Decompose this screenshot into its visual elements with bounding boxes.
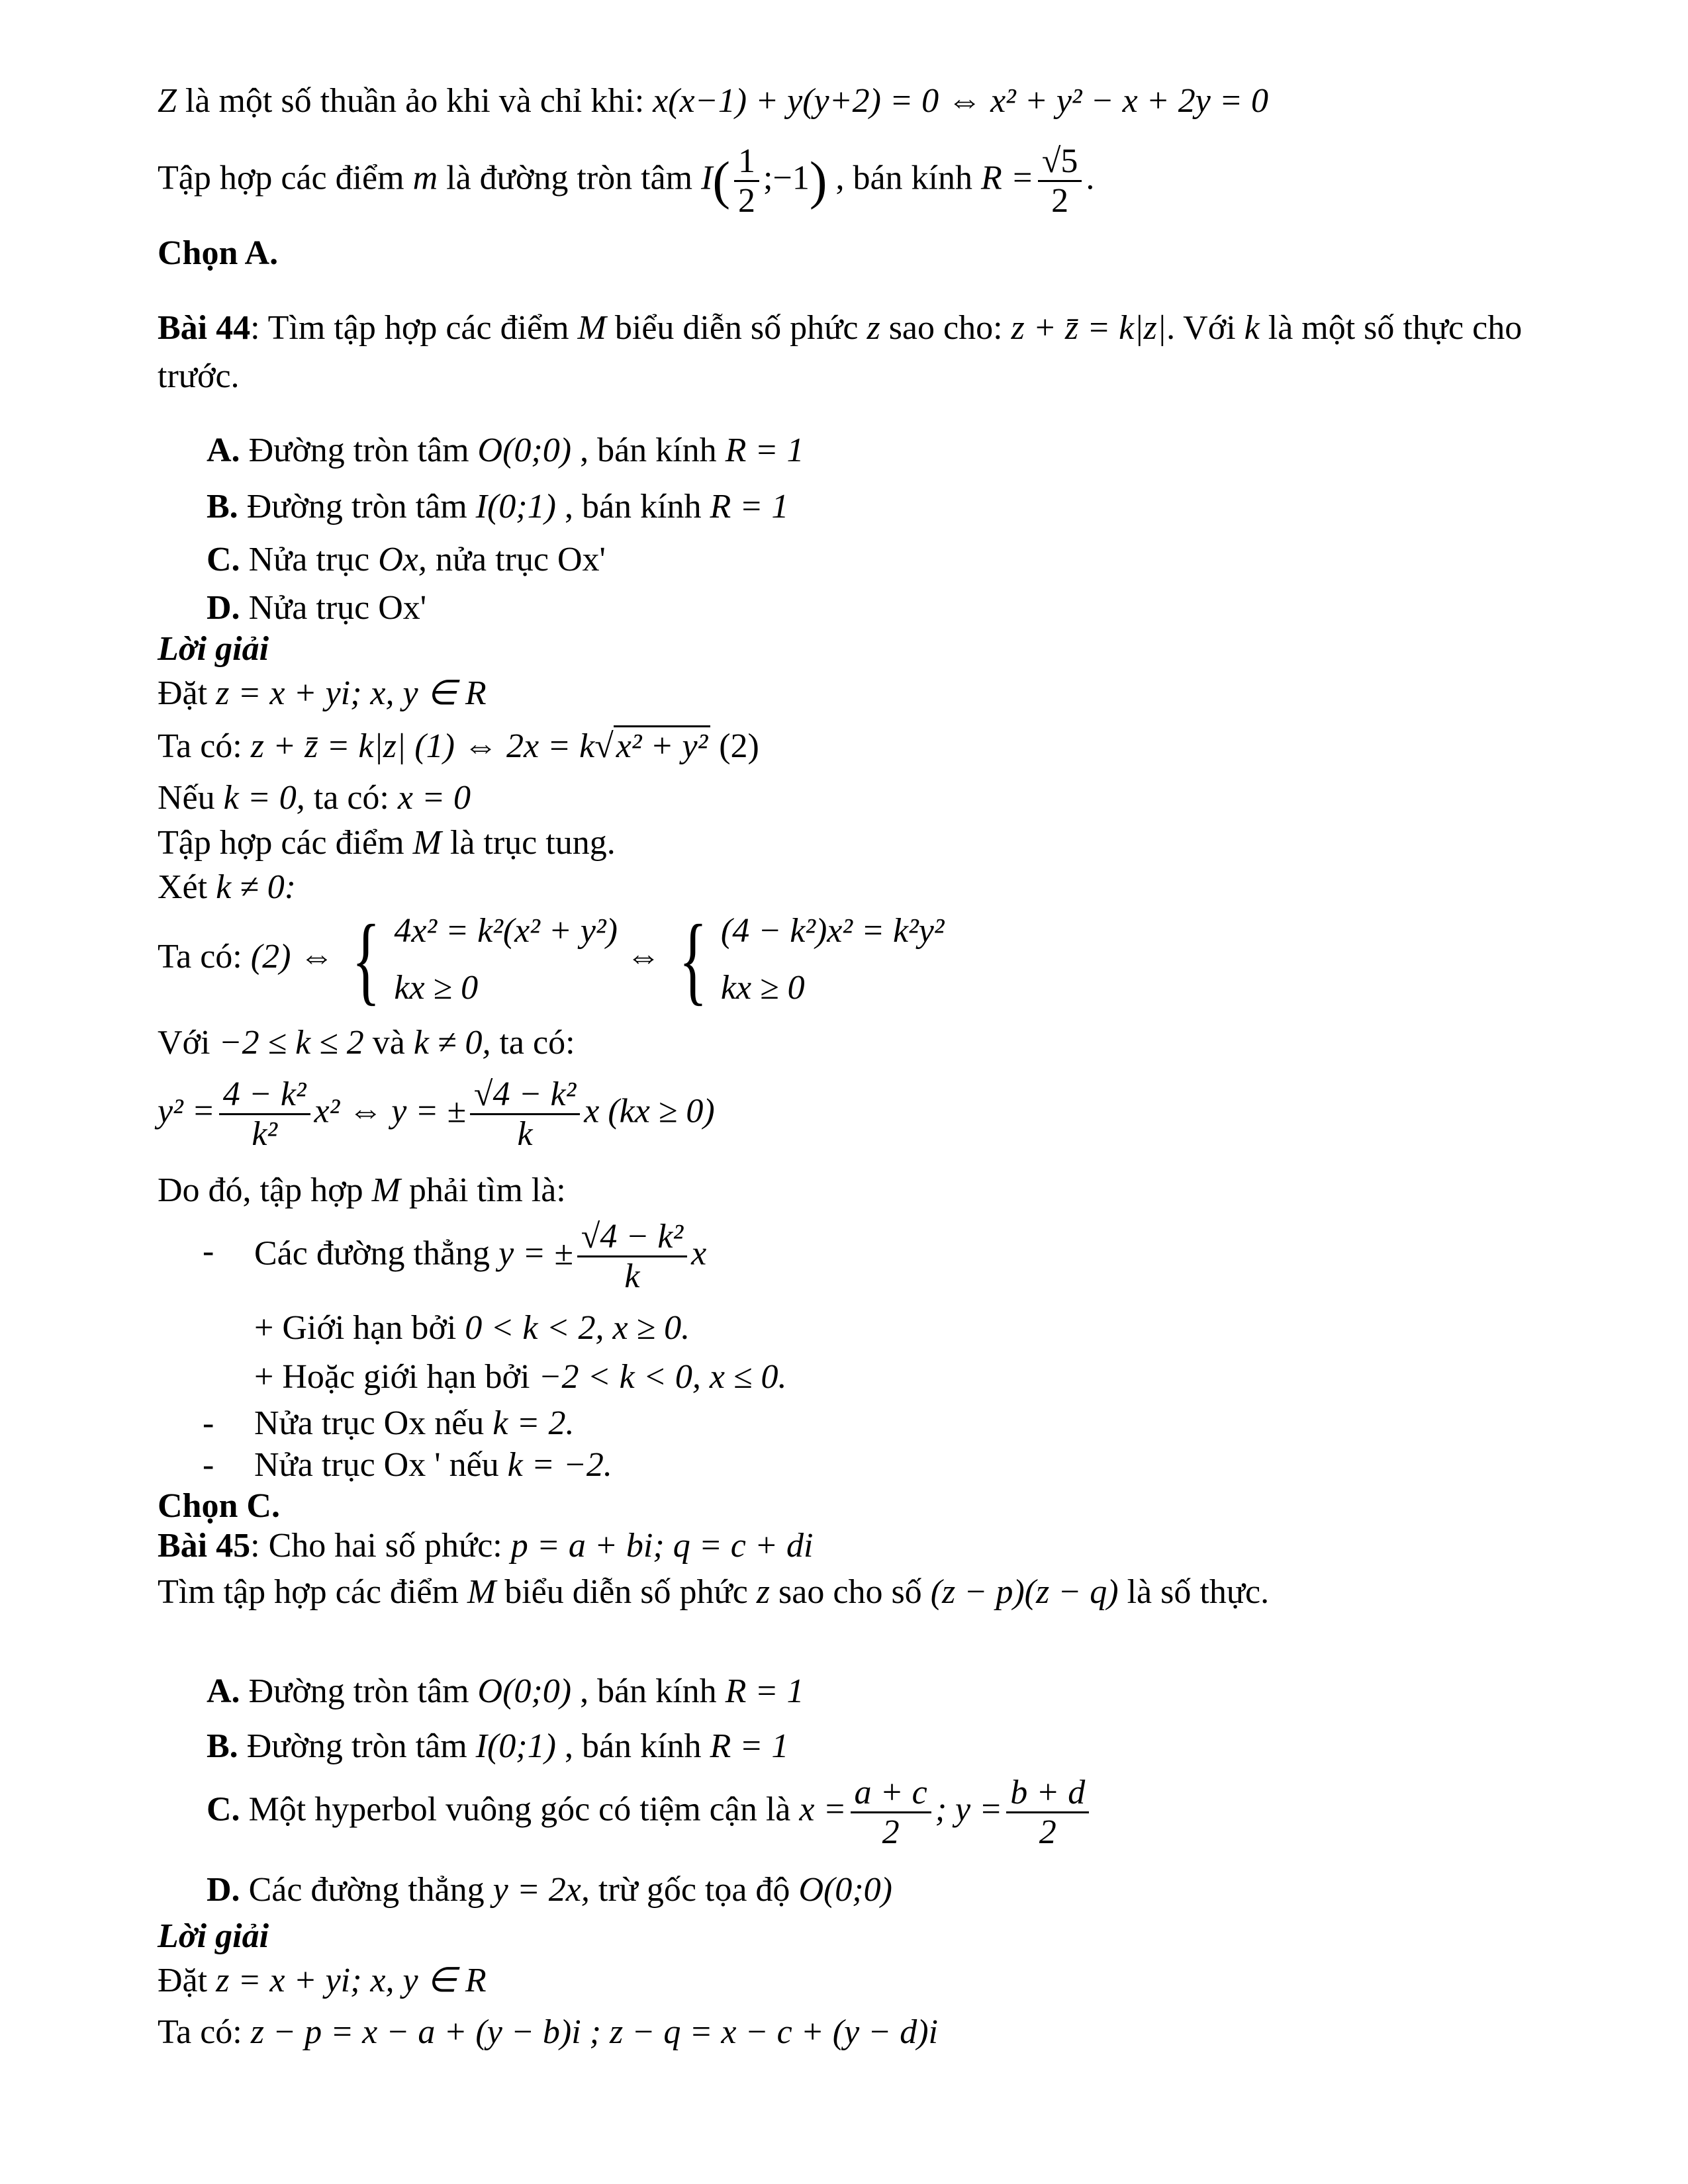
den: 2 [1051,182,1069,220]
fraction [470,1075,580,1153]
math: y = ± [498,1234,573,1273]
text: là đường tròn tâm [438,159,702,197]
option-b [207,1726,788,1767]
text: Đường tròn tâm [238,1727,476,1765]
text: Nếu [158,779,224,817]
text: . Với [1166,309,1244,347]
num: √5 [1038,142,1082,182]
paren-open: ( [712,152,731,210]
radius-label: R = [981,159,1034,197]
text: là số thực. [1118,1573,1270,1611]
option-c [207,1774,1093,1851]
math: I(0;1) [475,488,556,525]
text: , bán kính [571,1672,726,1710]
text: Do đó, tập hợp [158,1171,372,1209]
num: √4 − k² [577,1218,687,1257]
text: là trục tung. [441,824,616,862]
bullet-lines [254,1218,706,1295]
math: R = 1 [710,1727,789,1765]
text: Nửa trục [240,541,379,578]
question-label: Bài 45 [158,1527,251,1565]
text: Nửa trục Ox' [240,589,427,627]
fraction [577,1218,687,1295]
text: phải tìm là: [400,1171,566,1209]
math: x² ⇔ y = ± [314,1092,466,1130]
equiv-arrow: ⇔ [626,937,661,976]
option-a [207,1671,804,1712]
option-letter: C. [207,541,240,578]
text: Ta có: [158,937,251,976]
text: Ta có: [158,727,251,765]
var-M: M [577,309,606,347]
text: là một số thực cho [1259,309,1523,347]
line-pure-imaginary [158,81,1268,122]
math: O(0;0) [477,1672,572,1710]
solution-step-2 [158,726,759,767]
brace-icon: { [679,905,708,1015]
den: k [624,1257,640,1296]
math: x = 0 [397,779,471,817]
text: Các đường thẳng [254,1234,499,1273]
text: + Hoặc giới hạn bởi [254,1358,539,1396]
text: Đường tròn tâm [240,1672,478,1710]
sqrt-sign: √ [594,727,614,765]
solution-step-1 [158,1960,487,2001]
num: 1 [734,142,759,182]
answer-43: Chọn A. [158,234,279,272]
math: x [691,1234,707,1273]
text: Các đường thẳng [240,1871,493,1909]
bullet-dash: - [203,1232,214,1270]
solution-step-1 [158,673,487,714]
system-2 [669,905,945,1015]
text: và [363,1024,414,1062]
text: Đường tròn tâm [240,432,478,469]
math: k = 2. [492,1404,575,1442]
den: 2 [738,182,756,220]
bullet-limit-1 [254,1308,690,1349]
math: R = 1 [725,1672,804,1710]
var-m: m [412,159,438,197]
question-label: Bài 44 [158,309,251,347]
eq-number: (2) [710,727,759,765]
math: O(0;0) [798,1871,892,1909]
answer-44: Chọn C. [158,1487,280,1525]
question-45-body [158,1572,1269,1613]
text: Tập hợp các điểm [158,159,413,197]
option-letter: A. [207,1672,240,1710]
option-c [207,539,606,580]
text: + Giới hạn bởi [254,1309,465,1347]
math: M [371,1171,400,1209]
math: x (kx ≥ 0) [584,1092,715,1130]
den: k² [252,1115,277,1154]
text: : Cho hai số phức: [250,1527,511,1565]
option-letter: A. [207,432,240,469]
math: z − p = x − a + (y − b)i ; z − q = x − c + (y − d)i [250,2013,938,2051]
system-1 [342,905,618,1015]
math: Ox, [378,541,427,578]
text: : Tìm tập hợp các điểm [250,309,578,347]
math: ; y = [935,1790,1003,1829]
math: M [412,824,442,862]
option-letter: D. [207,1871,240,1909]
math: x = [799,1790,847,1829]
bullet-dash: - [203,1404,214,1442]
math: k = 0, [223,779,305,817]
fraction [851,1774,931,1851]
option-d [207,1870,892,1911]
option-letter: C. [207,1790,240,1829]
brace-icon: { [352,905,381,1015]
text: Nửa trục Ox nếu [254,1404,493,1442]
center-fraction [734,142,759,220]
math: y² = [158,1092,215,1130]
text: Xét [158,868,216,906]
var-z: z [867,309,880,347]
text: Một hyperbol vuông góc có tiệm cận là [240,1790,800,1829]
paren-close: ) [809,152,827,210]
math: −2 ≤ k ≤ 2 [218,1024,364,1062]
math: p = a + bi; q = c + di [510,1527,814,1565]
den: k [517,1115,533,1154]
system-row: kx ≥ 0 [394,969,479,1007]
math: k ≠ 0, [413,1024,491,1062]
text: trừ gốc tọa độ [589,1871,799,1909]
option-letter: D. [207,589,240,627]
option-letter: B. [207,1727,238,1765]
fraction [1006,1774,1089,1851]
text: Tập hợp các điểm [158,824,413,862]
bullet-dash: - [203,1446,214,1484]
text: Ta có: [158,2013,251,2051]
text: nửa trục Ox' [426,541,606,578]
math: (2) ⇔ [250,937,334,976]
center-y: ;−1 [763,159,810,197]
text: là một số thuần ảo khi và chỉ khi: [176,82,653,120]
var-z: Z [158,82,177,120]
text: Đường tròn tâm [238,488,476,525]
math: z = x + yi; x, y ∈ R [216,1962,487,1999]
text: Đặt [158,674,216,712]
text: Nửa trục Ox ' nếu [254,1446,508,1484]
text: biểu diễn số phức [606,309,867,347]
math: 0 < k < 2, x ≥ 0. [465,1309,690,1347]
math: M [467,1573,496,1611]
center-label: I [701,159,713,197]
option-b [207,486,788,527]
line-circle-set [158,142,1094,220]
period: . [1086,159,1095,197]
solution-step-8 [158,1075,715,1153]
text: , bán kính [555,1727,710,1765]
math: y = 2x, [492,1871,590,1909]
text: , bán kính [835,159,981,197]
den: 2 [882,1813,900,1852]
solution-step-2 [158,2012,938,2053]
den: 2 [1039,1813,1056,1852]
math: z [756,1573,771,1611]
text: biểu diễn số phức [496,1573,757,1611]
text: Đặt [158,1962,216,1999]
bullet-limit-2 [254,1357,786,1398]
math: R = 1 [725,432,804,469]
num: 4 − k² [219,1075,310,1115]
text: , bán kính [555,488,710,525]
math: k ≠ 0: [216,868,297,906]
text: ta có: [305,779,398,817]
math: R = 1 [710,488,789,525]
system-row: (4 − k²)x² = k²y² [720,911,945,950]
math: (z − p)(z − q) [930,1573,1119,1611]
system-row: kx ≥ 0 [720,969,805,1007]
math: k = −2. [507,1446,612,1484]
text: sao cho số [770,1573,931,1611]
solution-step-9 [158,1170,566,1211]
bullet-ox [254,1403,574,1444]
solution-step-5 [158,867,296,908]
solution-label: Lời giải [158,630,269,668]
system-row: 4x² = k²(x² + y²) [394,911,618,950]
text: Với [158,1024,219,1062]
fraction [219,1075,310,1153]
option-letter: B. [207,488,238,525]
option-d [207,588,426,629]
math: O(0;0) [477,432,572,469]
solution-step-3 [158,778,471,819]
solution-step-6 [158,905,945,1015]
text: , bán kính [571,432,726,469]
math: I(0;1) [475,1727,556,1765]
question-44 [158,308,1522,349]
sqrt-content: x² + y² [614,725,710,765]
condition: z + z̄ = k|z| [1011,309,1167,347]
question-45 [158,1525,813,1567]
num: √4 − k² [470,1075,580,1115]
num: a + c [851,1774,931,1813]
solution-step-4 [158,823,616,864]
solution-label: Lời giải [158,1917,269,1955]
solution-step-7 [158,1023,575,1064]
var-k: k [1244,309,1260,347]
math: z = x + yi; x, y ∈ R [216,674,487,712]
question-44-cont: trước. [158,357,240,395]
bullet-ox-prime [254,1445,612,1486]
math: z + z̄ = k|z| (1) ⇔ 2x = k [250,727,595,765]
text: sao cho: [880,309,1011,347]
text: ta có: [491,1024,575,1062]
radius-fraction [1038,142,1082,220]
text: Tìm tập hợp các điểm [158,1573,467,1611]
num: b + d [1006,1774,1089,1813]
option-a [207,430,804,471]
math: −2 < k < 0, x ≤ 0. [538,1358,787,1396]
equation: x(x−1) + y(y+2) = 0 ⇔ x² + y² − x + 2y = 0 [653,82,1268,120]
